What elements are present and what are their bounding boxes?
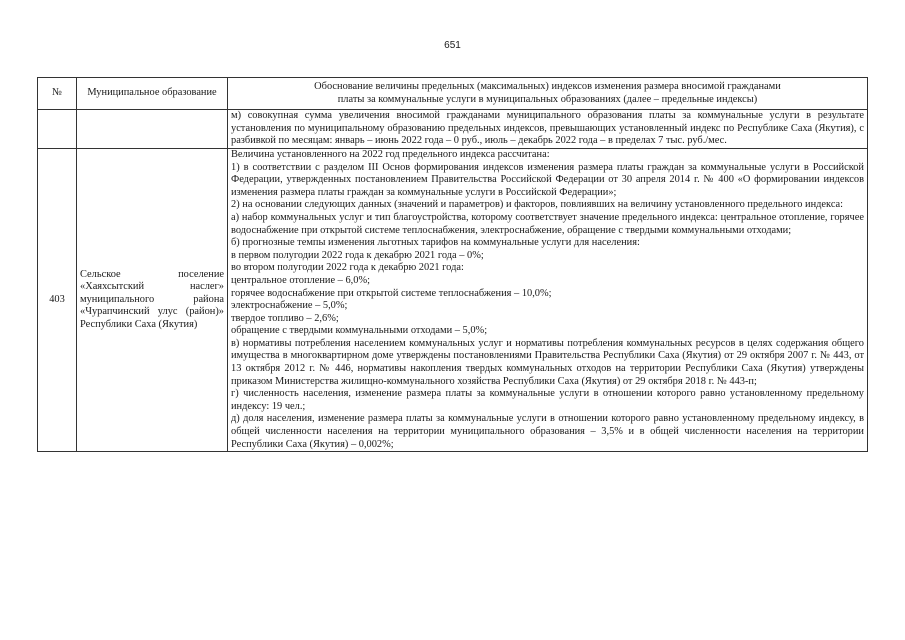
paragraph-b: б) прогнозные темпы изменения льготных тарифов на коммунальные услуги для населения: (231, 237, 640, 249)
tariff-solid-fuel: твердое топливо – 2,6%; (231, 312, 339, 324)
paragraph-2: 2) на основании следующих данных (значений и параметров) и факторов, повлиявших на величину установленного предельного индекса: (231, 199, 844, 211)
header-justification (228, 78, 868, 110)
continuation-row (38, 110, 868, 149)
header-justification-line1: Обоснование величины предельных (максимальных) индексов изменения размера вносимой гражданами (314, 81, 781, 92)
header-justification-line2: платы за коммунальные услуги в муниципальных образованиях (далее – предельные индексы) (337, 93, 758, 105)
continuation-text: м) совокупная сумма увеличения вносимой гражданами муниципального образования платы за коммунальные услуги в результате установления по муниципальному образованию предельных индексов, превышающих установленный индекс по Республике Саха (Якутия), с разбивкой по месяцам: январь – июнь 2022 года – 0 руб., июль – декабрь 2022 года – в пределах 7 тыс. руб./мес. (228, 110, 868, 149)
header-municipality: Муниципальное образование (77, 78, 228, 110)
page-number: 651 (444, 40, 461, 51)
paragraph-d: д) доля населения, изменение размера платы за коммунальные услуги в отношении которого равно установленному предельному индексу, в общей численности населения на территории муниципального образования – 3,5% и в общей численности населения на территории Республики Саха (Якутия) – 0,002%; (231, 413, 864, 450)
index-justification-table (37, 77, 868, 452)
table-header-row (38, 78, 868, 110)
continuation-number-cell (38, 110, 77, 149)
paragraph-a: а) набор коммунальных услуг и тип благоустройства, которому соответствует значение предельного индекса: центральное отопление, горячее водоснабжение при открытой системе теплоснабжения, электроснабжение, обращение с твердыми коммунальными отходами; (231, 211, 864, 236)
row-justification (228, 148, 868, 451)
paragraph-v: в) нормативы потребления населением коммунальных услуг и нормативы потребления коммунальных ресурсов в целях содержания общего имущества в многоквартирном доме утверждены постановлениями Правительства Республики Саха (Якутия) от 29 октября 2007 г. № 443, от 13 октября 2012 г. № 446, нормативы накопления твердых коммунальных отходов на территории Республики Саха (Якутия) утверждены приказом Министерства жилищно-коммунального хозяйства Республики Саха (Якутия) от 29 октября 2018 г. № 443-п; (231, 337, 864, 387)
paragraph-1: 1) в соответствии с разделом III Основ формирования индексов изменения размера платы граждан за коммунальные услуги в Российской Федерации, утвержденных постановлением Правительства Российской Федерации от 30 апреля 2014 г. № 400 «О формировании индексов изменения размера платы граждан за коммунальные услуги в Российской Федерации»; (231, 161, 864, 198)
tariff-heating: центральное отопление – 6,0%; (231, 274, 370, 286)
paragraph-b-second-half: во втором полугодии 2022 года к декабрю 2021 года: (231, 262, 464, 274)
paragraph-b-first-half: в первом полугодии 2022 года к декабрю 2021 года – 0%; (231, 249, 484, 261)
row-number: 403 (38, 148, 77, 451)
tariff-hot-water: горячее водоснабжение при открытой системе теплоснабжения – 10,0%; (231, 287, 552, 299)
paragraph-g: г) численность населения, изменение размера платы за коммунальные услуги в отношении которого равно установленному предельному индексу: 19 чел.; (231, 388, 864, 412)
tariff-waste: обращение с твердыми коммунальными отходами – 5,0%; (231, 325, 488, 337)
row-municipality: Сельское поселение «Хаяхсытский наслег» муниципального района «Чурапчинский улус (район)» Республики Саха (Якутия) (77, 148, 228, 451)
paragraph-intro: Величина установленного на 2022 год предельного индекса рассчитана: (231, 148, 550, 160)
continuation-municipality-cell (77, 110, 228, 149)
table-row (38, 148, 868, 451)
tariff-electricity: электроснабжение – 5,0%; (231, 300, 348, 312)
header-number: № (38, 78, 77, 110)
